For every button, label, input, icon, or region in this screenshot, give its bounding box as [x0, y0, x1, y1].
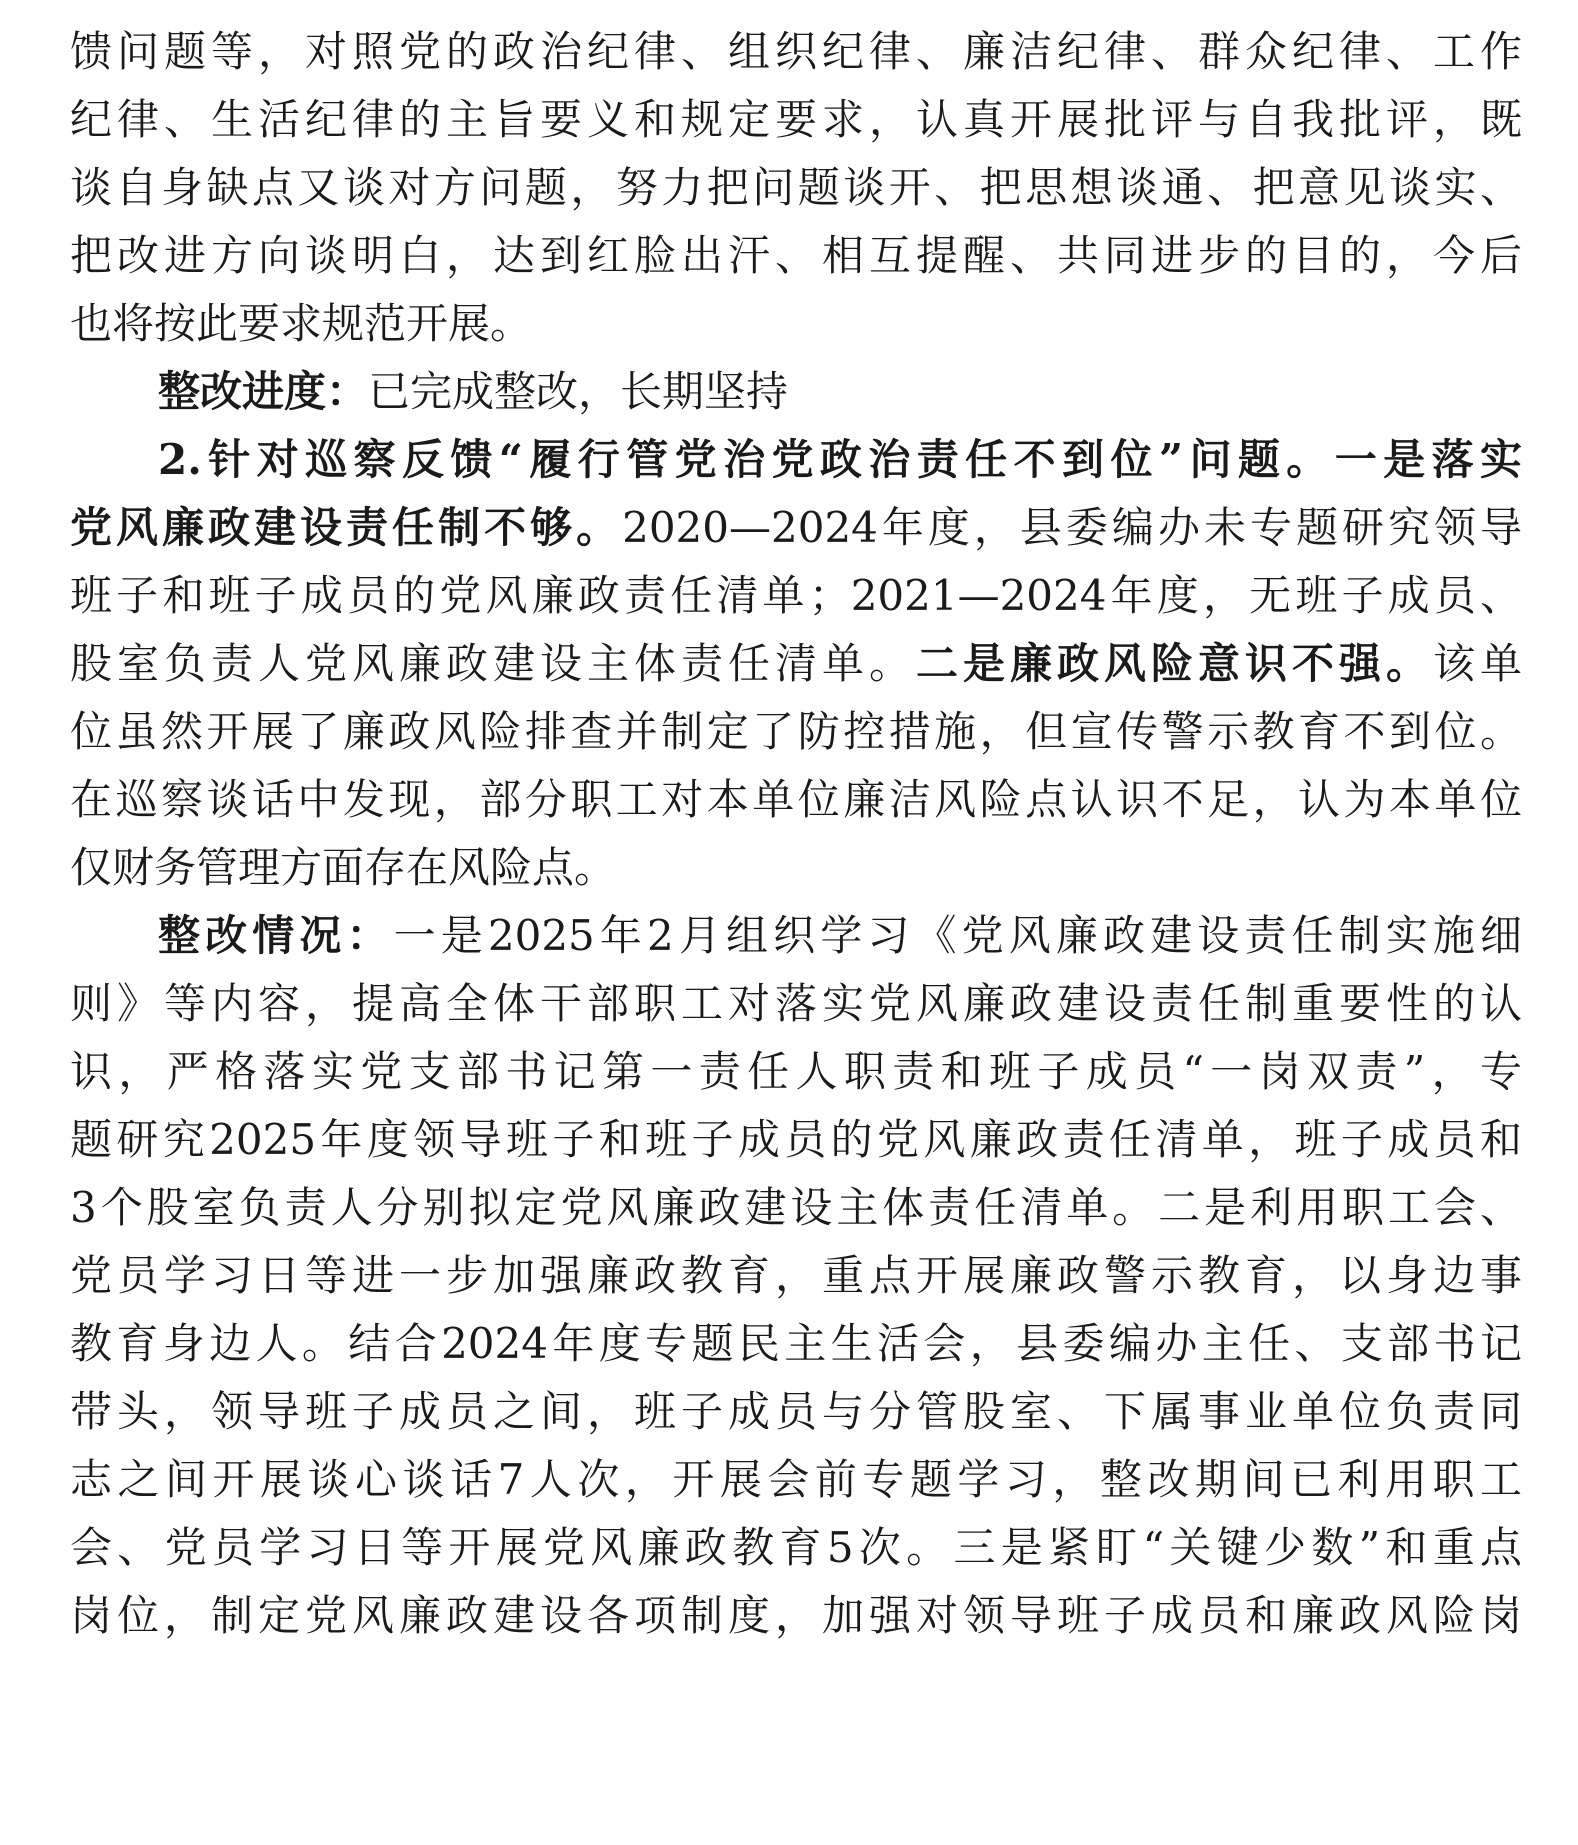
text-run: 位虽然开展了廉政风险排查并制定了防控措施，但宣传警示教育不到位。 [70, 707, 1522, 756]
text-run: 教育身边人。结合2024年度专题民主生活会，县委编办主任、支部书记 [70, 1319, 1522, 1368]
issue-subheading: 二是廉政风险意识不强。 [915, 639, 1433, 688]
progress-line [158, 354, 1522, 430]
text-line [70, 1306, 1522, 1382]
issue-subheading: 党风廉政建设责任制不够。 [70, 503, 623, 552]
text-line [70, 1578, 1522, 1654]
text-line [70, 966, 1522, 1042]
text-line [70, 490, 1522, 566]
text-run: 则》等内容，提高全体干部职工对落实党风廉政建设责任制重要性的认 [70, 979, 1522, 1028]
issue-heading: 2.针对巡察反馈“履行管党治党政治责任不到位”问题。一是落实 [158, 435, 1522, 484]
text-run: 岗位，制定党风廉政建设各项制度，加强对领导班子成员和廉政风险岗 [70, 1591, 1522, 1640]
text-line [70, 558, 1522, 634]
text-run: 志之间开展谈心谈话7人次，开展会前专题学习，整改期间已利用职工 [70, 1455, 1522, 1504]
text-run: 该单 [1432, 639, 1522, 688]
text-line [70, 286, 1522, 362]
text-line [70, 1510, 1522, 1586]
text-run: 党员学习日等进一步加强廉政教育，重点开展廉政警示教育，以身边事 [70, 1251, 1522, 1300]
text-run: 股室负责人党风廉政建设主体责任清单。 [70, 639, 916, 688]
text-line [70, 626, 1522, 702]
text-run: 识，严格落实党支部书记第一责任人职责和班子成员“一岗双责”，专 [70, 1047, 1522, 1096]
text-line [70, 14, 1522, 90]
text-run: 班子和班子成员的党风廉政责任清单；2021—2024年度，无班子成员、 [70, 571, 1522, 620]
text-line [158, 898, 1522, 974]
issue-heading-line [158, 422, 1522, 498]
text-line [70, 1374, 1522, 1450]
text-line [70, 1102, 1522, 1178]
progress-label: 整改进度： [158, 367, 369, 416]
text-run: 把改进方向谈明白，达到红脸出汗、相互提醒、共同进步的目的，今后 [70, 231, 1522, 280]
text-run: 带头，领导班子成员之间，班子成员与分管股室、下属事业单位负责同 [70, 1387, 1522, 1436]
text-run: 2020—2024年度，县委编办未专题研究领导 [622, 503, 1522, 552]
progress-value: 已完成整改，长期坚持 [368, 367, 789, 416]
text-line [70, 694, 1522, 770]
text-run: 在巡察谈话中发现，部分职工对本单位廉洁风险点认识不足，认为本单位 [70, 775, 1522, 824]
text-run: 一是2025年2月组织学习《党风廉政建设责任制实施细 [393, 911, 1522, 960]
text-run: 会、党员学习日等开展党风廉政教育5次。三是紧盯“关键少数”和重点 [70, 1523, 1522, 1572]
text-line [70, 762, 1522, 838]
text-line [70, 830, 1522, 906]
text-line [70, 82, 1522, 158]
text-run: 题研究2025年度领导班子和班子成员的党风廉政责任清单，班子成员和 [70, 1115, 1522, 1164]
text-run: 仅财务管理方面存在风险点。 [70, 843, 617, 892]
text-run: 3个股室负责人分别拟定党风廉政建设主体责任清单。二是利用职工会、 [70, 1183, 1522, 1232]
text-line [70, 218, 1522, 294]
text-line [70, 150, 1522, 226]
text-run: 纪律、生活纪律的主旨要义和规定要求，认真开展批评与自我批评，既 [70, 95, 1522, 144]
rectification-label: 整改情况： [158, 911, 394, 960]
text-line [70, 1170, 1522, 1246]
text-line [70, 1238, 1522, 1314]
text-line [70, 1442, 1522, 1518]
text-run: 也将按此要求规范开展。 [70, 299, 533, 348]
text-line [70, 1034, 1522, 1110]
text-run: 谈自身缺点又谈对方问题，努力把问题谈开、把思想谈通、把意见谈实、 [70, 163, 1522, 212]
text-run: 馈问题等，对照党的政治纪律、组织纪律、廉洁纪律、群众纪律、工作 [70, 27, 1522, 76]
